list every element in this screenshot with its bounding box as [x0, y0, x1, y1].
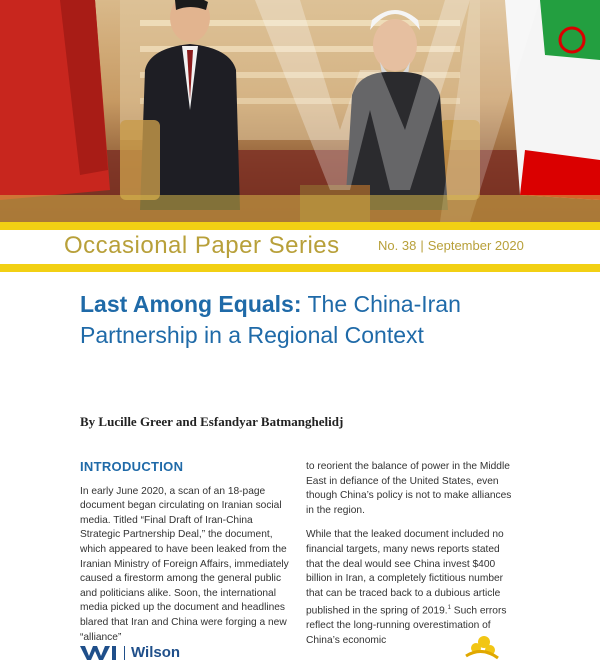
article-title-rest: The China-Iran Partnership in a Regional Context — [80, 291, 461, 348]
intro-paragraph-2 — [306, 528, 518, 648]
intro-paragraph-1: In early June 2020, a scan of an 18-page document began circulating on Iranian social media. Titled “Final Draft of Iran-China Strategic Partnership Deal,” the document, which appeared to have been leaked from the Iranian Ministry of Foreign Affairs, immediately caused a firestorm among the general public and politicians alike. Soon, the international media picked up the document and headlines blared that Iran and China were forging a new “alliance” — [80, 485, 289, 643]
byline: By Lucille Greer and Esfandyar Batmanghelidj — [80, 414, 344, 429]
cover-photo-illustration — [0, 0, 600, 222]
article-title — [80, 289, 550, 351]
wilson-w-mark-icon — [80, 646, 118, 660]
text-column-left — [80, 460, 292, 655]
logo-divider — [124, 646, 125, 660]
article-title-bold: Last Among Equals: — [80, 291, 302, 317]
paragraph-2-continued: Such errors reflect the long-running overestimation of China’s economic — [306, 605, 507, 646]
paragraph-2-text: While that the leaked document included no financial targets, many news reports stated that the deal would see China invest $400 billion in Iran, a completely fictitious number that can be traced back to a dubious article published in the spring of 2019. — [306, 529, 504, 617]
issue-separator: | — [420, 238, 424, 253]
issue-number: No. 38 — [378, 238, 417, 253]
wilson-logo — [80, 644, 180, 661]
series-title: Occasional Paper Series — [64, 232, 340, 259]
logo-text: Wilson — [131, 644, 181, 661]
issue-date: September 2020 — [427, 238, 524, 253]
bottom-yellow-stripe — [0, 264, 600, 272]
intro-paragraph-1-continued: to reorient the balance of power in the Middle East in defiance of the United States, even though China’s policy is not to make alliances in the region. — [306, 461, 512, 516]
cover-photo — [0, 0, 600, 222]
section-heading: INTRODUCTION — [80, 459, 184, 474]
partner-emblem-icon — [462, 632, 502, 660]
issue-info — [378, 238, 524, 253]
text-column-right — [306, 460, 518, 659]
top-yellow-stripe — [0, 222, 600, 230]
footnote-marker: 1 — [447, 605, 451, 612]
